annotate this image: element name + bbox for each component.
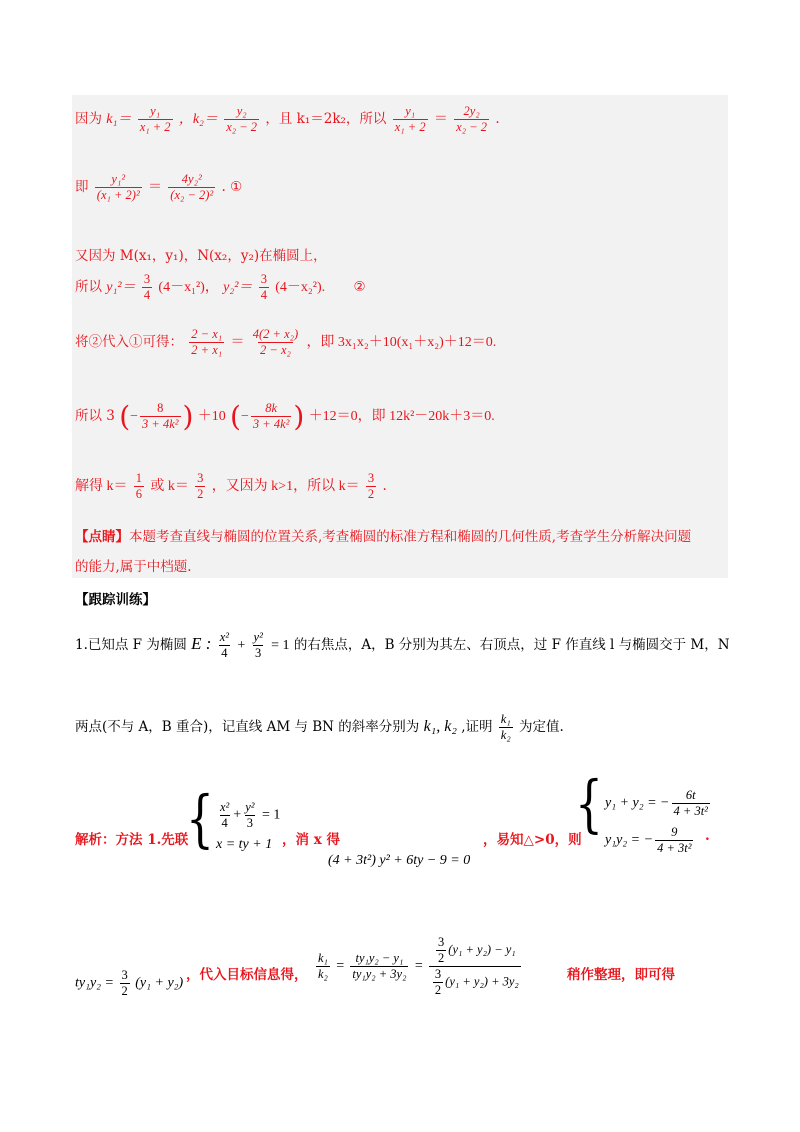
section-heading: 【跟踪训练】 xyxy=(75,592,156,608)
solution-line-2: 即 $\frac{\text{y₁²}}{\text{(x₁ + 2)²}}$ ＝ $\frac{\text{4y₂²}}{\text{(x₂ − 2)²}}$ . ① xyxy=(75,172,243,202)
comment-line-2: 的能力,属于中档题. xyxy=(75,559,192,575)
answer-label: 解析：方法 1.先联 xyxy=(75,832,189,848)
ratio-expression: $\frac{\text{k₁}}{\text{k₂}}$ = $\frac{\text{ty₁y₂ − y₁}}{\text{ty₁y₂ + 3y₂}}$ = $\frac{3}{2}$ (y₁ + y₂) − y₁ $\frac{3}{2}$ (y₁ + y₂) + 3y₂ xyxy=(318,935,519,997)
solution-line-5: 将②代入①可得： $\frac{\text{2 − x₁}}{\text{2 + x₁}}$ ＝ $\frac{\text{4(2 + x₂)}}{\text{2 − x₂}}$ ，即 3x₁x₂＋10(x₁＋x₂)＋12＝0. xyxy=(75,327,497,357)
solution-line-3: 又因为 M(x₁，y₁)，N(x₂，y₂)在椭圆上， xyxy=(75,248,327,264)
fraction-k1: $\frac{\text{y₁}}{\text{x₁ + 2}}$ xyxy=(139,104,171,134)
answer-eliminate: ，消 x 得 xyxy=(282,832,340,848)
answer-end: . xyxy=(705,828,710,844)
question-line-2: 两点(不与 A，B 重合)，记直线 AM 与 BN 的斜率分别为 k₁, k₂ ,证明 $\frac{\text{k₁}}{\text{k₂}}$ 为定值. xyxy=(75,712,564,742)
vieta-system: { y₁ + y₂ = − $\frac{6t}{\text{4 + 3t²}}$ y₁y₂ = − $\frac{9}{\text{4 + 3t²}}$ xyxy=(575,768,708,855)
solution-line-1: 因为 k₁＝ $\frac{\text{y₁}}{\text{x₁ + 2}}$ ，k₂＝ $\frac{\text{y₂}}{\text{x₂ − 2}}$ ，且 k₁＝2k₂，所以 $\frac{\text{y₁}}{\text{x₁ + 2}}$ ＝ $\frac{\text{2y₂}}{\text{x₂ − 2}}$ . xyxy=(75,104,500,134)
fraction-k2: $\frac{\text{y₂}}{\text{x₂ − 2}}$ xyxy=(226,104,258,134)
question-line-1: 1.已知点 F 为椭圆 E : $\frac{\text{x²}}{4}$ + $\frac{\text{y²}}{3}$ = 1 的右焦点，A，B 分别为其左、右顶点，过 F 作直线 l 与椭圆交于 M，N xyxy=(75,630,730,660)
solution-line-4: 所以 y₁²＝ $\frac{3}{4}$ (4－x₁²)， y₂²＝ $\frac{3}{4}$ (4－x₂²). ② xyxy=(75,272,366,302)
relation-equation: ty₁y₂ = $\frac{3}{2}$ (y₁ + y₂) xyxy=(75,968,184,998)
equation-system: { $\frac{\text{x²}}{4}$ + $\frac{\text{y²}}{3}$ = 1 x = ty + 1 xyxy=(186,783,281,856)
answer-delta: ，易知△>0，则 xyxy=(483,832,582,848)
answer-final: 稍作整理，即可得 xyxy=(567,967,675,983)
comment-line-1: 【点睛】本题考查直线与椭圆的位置关系,考查椭圆的标准方程和椭圆的几何性质,考查学生分析解决问题 xyxy=(75,529,692,545)
solution-line-7: 解得 k＝ $\frac{1}{6}$ 或 k＝ $\frac{3}{2}$ ，又因为 k>1，所以 k＝ $\frac{3}{2}$ . xyxy=(75,471,387,501)
quadratic-equation: (4 + 3t²) y² + 6ty − 9 = 0 xyxy=(328,853,471,868)
answer-substitute: ，代入目标信息得， xyxy=(186,967,308,983)
comment-tag: 【点睛】 xyxy=(75,529,129,545)
solution-line-6: 所以 3 (− $\frac{8}{\text{3 + 4k²}}$ ) ＋10 (− $\frac{8k}{\text{3 + 4k²}}$ ) ＋12＝0，即 12k²－20k＋3＝0. xyxy=(75,400,495,433)
